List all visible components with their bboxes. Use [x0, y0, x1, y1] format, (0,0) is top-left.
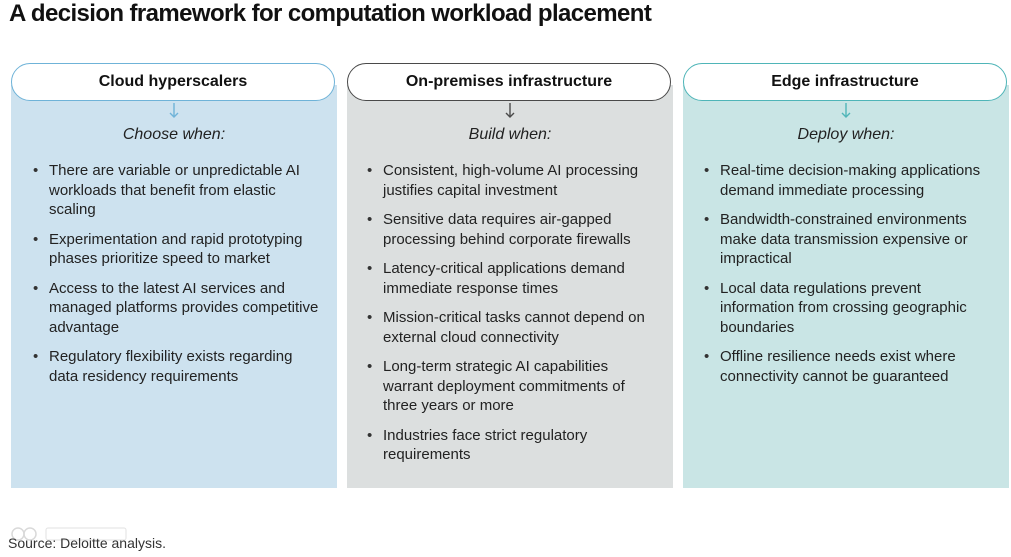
- list-item: • Latency-critical applications demand immediate response times: [367, 259, 657, 298]
- list-item: • Consistent, high-volume AI processing justifies capital investment: [367, 161, 657, 200]
- list-item: • Regulatory flexibility exists regarding data residency requirements: [33, 347, 323, 386]
- list-item: • Local data regulations prevent information from crossing geographic boundaries: [704, 279, 994, 338]
- cloud-subhead: Choose when:: [122, 126, 226, 143]
- list-item: • Sensitive data requires air-gapped processing behind corporate firewalls: [367, 210, 657, 249]
- edge-criteria-list: [704, 161, 994, 396]
- list-item: • Bandwidth-constrained environments make data transmission expensive or impractical: [704, 210, 994, 269]
- list-item: • Industries face strict regulatory requirements: [367, 426, 657, 465]
- list-item: • Real-time decision-making applications demand immediate processing: [704, 161, 994, 200]
- edge-heading: Edge infrastructure: [683, 63, 1007, 101]
- down-arrow-icon: [840, 103, 852, 119]
- edge-subhead: Deploy when:: [797, 126, 895, 143]
- onprem-subhead: Build when:: [468, 126, 552, 143]
- source-note: Source: Deloitte analysis.: [8, 535, 166, 551]
- down-arrow-icon: [168, 103, 180, 119]
- list-item: • Access to the latest AI services and managed platforms provides competitive advantage: [33, 279, 323, 338]
- page-title: A decision framework for computation workload placement: [9, 0, 652, 27]
- cloud-heading: Cloud hyperscalers: [11, 63, 335, 101]
- list-item: • Mission-critical tasks cannot depend on external cloud connectivity: [367, 308, 657, 347]
- list-item: • Experimentation and rapid prototyping phases prioritize speed to market: [33, 230, 323, 269]
- list-item: • Offline resilience needs exist where connectivity cannot be guaranteed: [704, 347, 994, 386]
- cloud-criteria-list: [33, 161, 323, 396]
- list-item: • There are variable or unpredictable AI workloads that benefit from elastic scaling: [33, 161, 323, 220]
- onprem-heading: On-premises infrastructure: [347, 63, 671, 101]
- down-arrow-icon: [504, 103, 516, 119]
- list-item: • Long-term strategic AI capabilities warrant deployment commitments of three years or more: [367, 357, 657, 416]
- onprem-criteria-list: [367, 161, 657, 475]
